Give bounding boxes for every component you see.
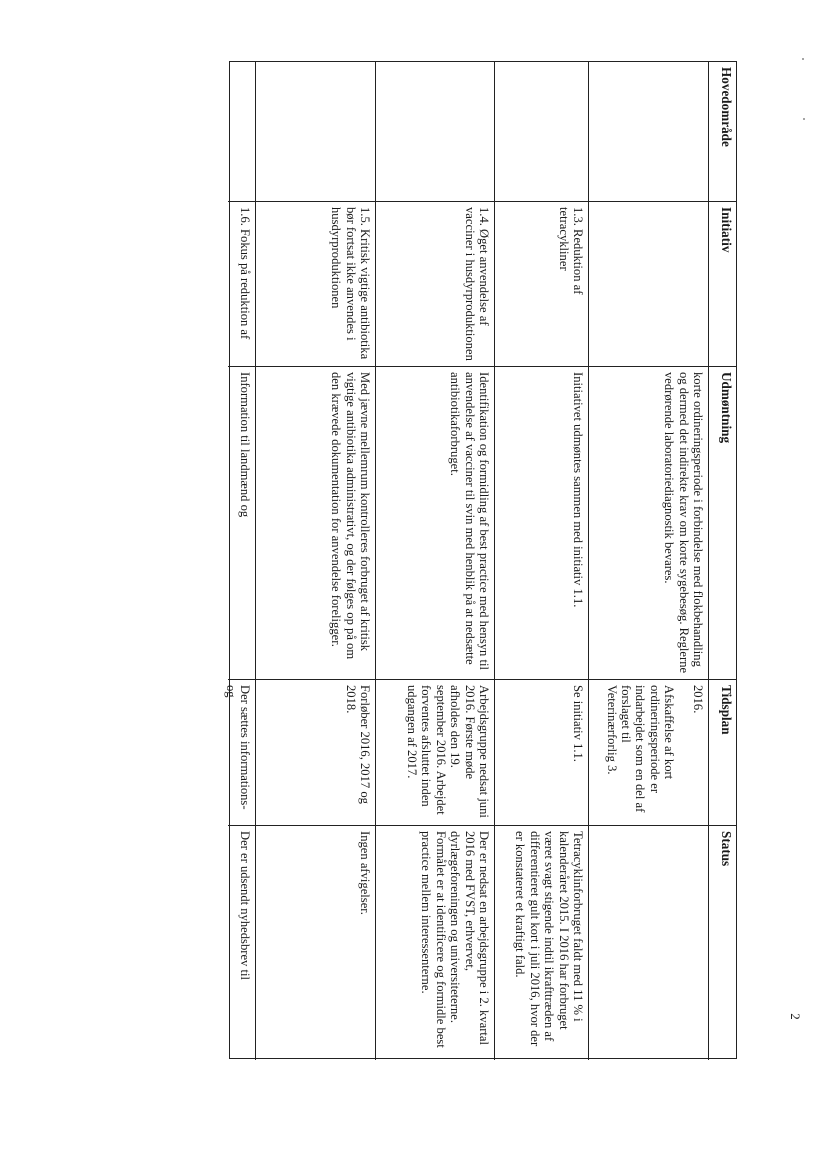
cell-initiativ: 1.6. Fokus på reduktion af bbox=[228, 202, 255, 367]
table-container bbox=[223, 61, 737, 1059]
header-initiativ: Initiativ bbox=[709, 202, 736, 367]
cell-udmontning: Initiativet udmøntes sammen med initiativ 1.1. bbox=[495, 367, 588, 680]
cell-hovedomrade bbox=[228, 62, 255, 202]
cell-udmontning: Identifikation og formidling af best practice med hensyn til anvendelse af vacciner til svin med henblik på at nedsætte antibiotikaforbruget. bbox=[376, 367, 494, 680]
cell-status: Der er nedsat en arbejdsgruppe i 2. kvartal 2016 med FVST, erhvervet, dyrlægeforeningen og universiteterne. Formålet er at identificere og formidle best practice mellem interessenterne. bbox=[419, 831, 491, 1048]
cell-initiativ: 1.3. Reduktion af tetracykliner bbox=[495, 202, 588, 367]
cell-hovedomrade bbox=[495, 62, 588, 202]
table-row bbox=[223, 62, 255, 1060]
cell-initiativ: 1.5. Kritisk vigtige antibiotika bør fortsat ikke anvendes i husdyrproduktionen bbox=[256, 202, 375, 367]
cell-tidsplan: Der sættes informations- og bbox=[228, 680, 255, 826]
cell-initiativ: 1.4. Øget anvendelse af vacciner i husdyrproduktionen bbox=[376, 202, 494, 367]
header-udmontning: Udmøntning bbox=[709, 367, 736, 680]
cell-tidsplan: Forløber 2016, 2017 og 2018. bbox=[256, 680, 375, 826]
cell-hovedomrade bbox=[589, 62, 708, 202]
cell-tidsplan: Se initiativ 1.1. bbox=[495, 680, 588, 826]
cell-tidsplan: 2016. Afskaffelse af kort ordineringsperiode er indarbejdet som en del af forslaget til Veterinærforlig 3. bbox=[589, 680, 708, 826]
cell-initiativ bbox=[589, 202, 708, 367]
cell-hovedomrade bbox=[376, 62, 494, 202]
table-row bbox=[494, 62, 588, 1060]
header-hovedomrade: Hovedområde bbox=[709, 62, 736, 202]
table-row bbox=[255, 62, 375, 1060]
cell-status: Ingen afvigelser. bbox=[358, 831, 372, 915]
scan-speck bbox=[803, 118, 805, 120]
header-tidsplan: Tidsplan bbox=[709, 680, 736, 826]
cell-udmontning: Med jævne mellemrum kontrolleres forbruget af kritisk vigtige antibiotika administrativt, og der følges op på om den krævede dokumentation for anvendelse foreligger. bbox=[256, 367, 375, 680]
scan-speck bbox=[802, 58, 804, 60]
header-status: Status bbox=[719, 831, 734, 867]
cell-status: Der er udsendt nyhedsbrev til bbox=[238, 831, 252, 980]
cell-tidsplan: Arbejdsgruppe nedsat juni 2016. Første møde afholdes den 19. september 2016. Arbejdet forventes afsluttet inden udgangen af 2017. bbox=[376, 680, 494, 826]
table-header-row bbox=[708, 62, 736, 1060]
table-row bbox=[588, 62, 708, 1060]
cell-status: Tetracyklinforbruget faldt med 11 % i kalenderåret 2015. I 2016 har forbruget været svagt stigende indtil ikrafttræden af differentieret gult kort i juli 2016, hvor der er konstateret et kraftigt fald. bbox=[513, 831, 585, 1047]
table-row bbox=[375, 62, 494, 1060]
page-number: 2 bbox=[787, 1013, 803, 1020]
cell-udmontning: Information til landmænd og bbox=[228, 367, 255, 680]
cell-status bbox=[589, 826, 708, 1060]
cell-udmontning: korte ordineringsperiode i forbindelse med flokbehandling og dermed det indirekte krav om korte sygebesøg. Reglerne vedrørende laboratoriediagnostik bevares. bbox=[589, 367, 708, 680]
cell-hovedomrade bbox=[256, 62, 375, 202]
initiatives-table bbox=[223, 61, 737, 1059]
